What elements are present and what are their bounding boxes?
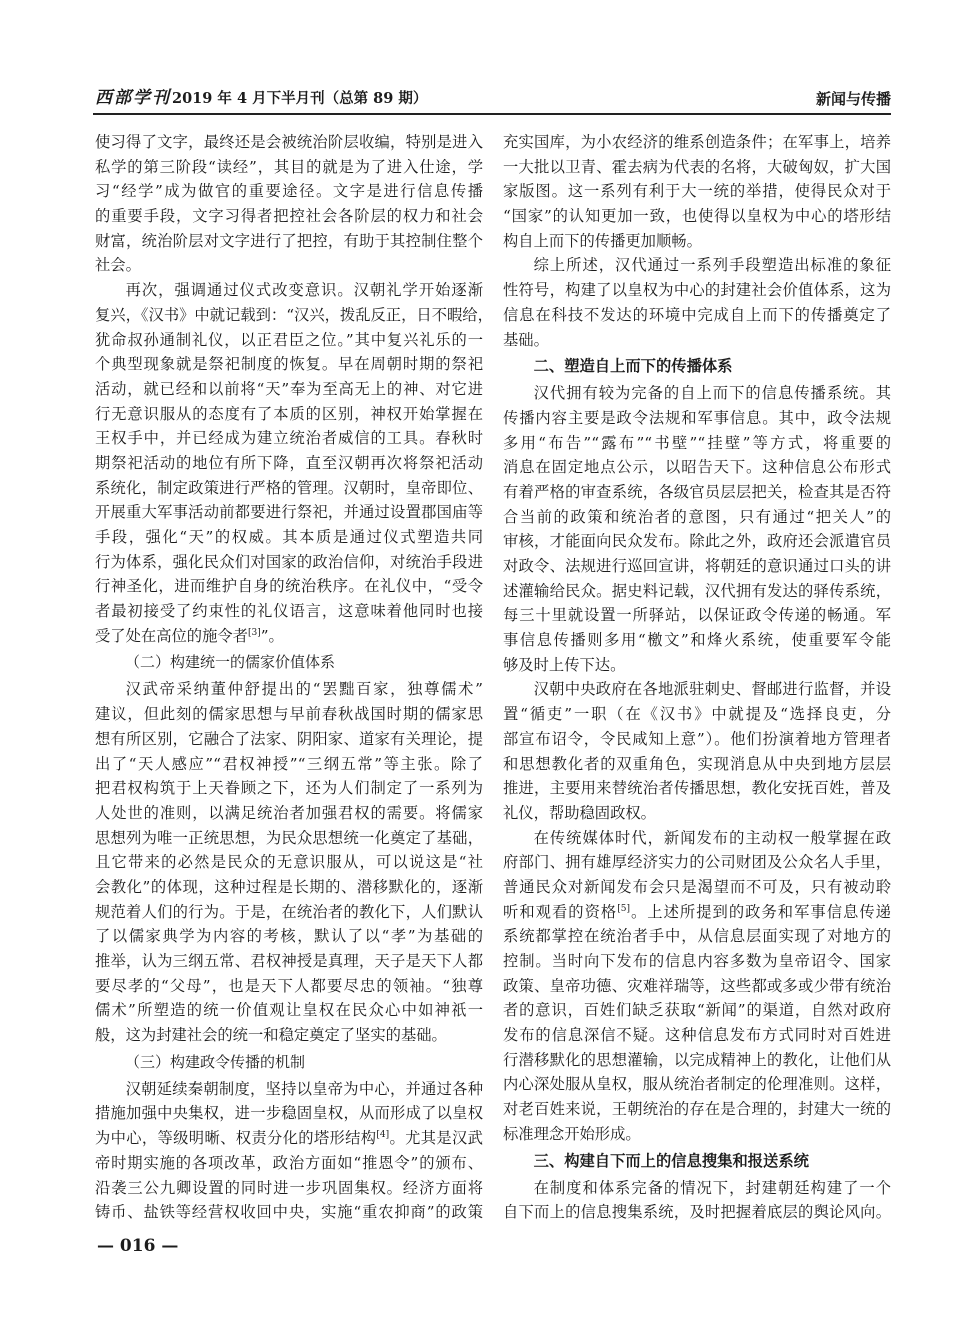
text-segment: 受了处在高位的施令者 — [95, 626, 248, 645]
text-line: 在制度和体系完备的情况下，封建朝廷构建了一个 — [533, 1178, 891, 1197]
text-line — [95, 1126, 483, 1151]
text-line: 想有所区别，它融合了法家、阴阳家、道家有关理论，提 — [95, 729, 483, 748]
text-line: 活动，就已经和以前将“天”奉为至高无上的神、对它进 — [95, 379, 483, 398]
text-line: 铸币、盐铁等经营权收回中央，实施“重农抑商”的政策 — [95, 1203, 483, 1222]
text-line: 家版图。这一系列有利于大一统的举措，使得民众对于 — [503, 182, 891, 201]
text-line: 者的意识，百姓们缺乏获取“新闻”的渠道，自然对政府 — [503, 1001, 891, 1020]
text-line: 行为体系，强化民众们对国家的政治信仰，对统治手段进 — [95, 552, 483, 571]
text-line: 在传统媒体时代，新闻发布的主动权一般掌握在政 — [533, 828, 891, 847]
text-line: 要尽孝的“父母”，也是天下人都要尽忠的领袖。“独尊 — [95, 976, 483, 995]
text-line: 内心深处服从皇权，服从统治者制定的伦理准则。这样， — [503, 1075, 891, 1094]
text-line: 王权手中，并已经成为建立统治者威信的工具。春秋时 — [95, 429, 483, 448]
text-line: 开展重大军事活动前都要进行祭祀，并通过设置郡国庙等 — [95, 503, 483, 522]
text-line: 汉朝延续秦朝制度，坚持以皇帝为中心，并通过各种 — [125, 1079, 483, 1098]
text-line: 有着严格的审查系统，各级官员层层把关，检查其是否符 — [503, 482, 891, 501]
section-heading: 三、构建自下而上的信息搜集和报送系统 — [533, 1151, 809, 1170]
text-line: 复兴，《汉书》中就记载到：“汉兴，拨乱反正，日不暇给， — [95, 305, 493, 324]
text-line: 性符号，构建了以皇权为中心的封建社会价值体系，这为 — [503, 281, 891, 300]
journal-logo: 西部学刊 — [95, 88, 171, 108]
text-line: 行神圣化，进而维护自身的统治秩序。在礼仪中，“受令 — [95, 577, 483, 596]
text-line: 再次，强调通过仪式改变意识。汉朝礼学开始逐渐 — [125, 281, 483, 300]
paragraph — [95, 278, 493, 648]
text-line: 儒术”所塑造的统一价值观让皇权在民众心中如神祇一 — [95, 1001, 483, 1020]
text-line: 系统都掌控在统治者手中，从信息层面实现了对地方的 — [503, 927, 891, 946]
citation-ref: [3] — [247, 627, 261, 638]
text-line: 对老百姓来说，王朝统治的存在是合理的，封建大一统的 — [503, 1100, 891, 1119]
text-line: 措施加强中央集权，进一步稳固皇权，从而形成了以皇权 — [95, 1104, 483, 1123]
paragraph — [95, 130, 483, 278]
text-line — [503, 900, 891, 925]
text-line: 财富，统治阶层对文字进行了把控，有助于其控制住整个 — [95, 231, 483, 250]
text-line: 推举，认为三纲五常、君权神授是真理，天子是天下人都 — [95, 952, 483, 970]
text-line: 构自上而下的传播更加顺畅。 — [503, 231, 702, 250]
text-line: 把君权构筑于上天眷顾之下，还为人们制定了一系列为 — [95, 779, 483, 798]
text-line: 礼仪，帮助稳固政权。 — [503, 803, 656, 822]
text-line: 自下而上的信息搜集系统，及时把握着底层的舆论风向。 — [503, 1203, 891, 1222]
paragraph — [95, 1077, 483, 1225]
text-line: 综上所述，汉代通过一系列手段塑造出标准的象征 — [533, 256, 891, 275]
text-line: 且它带来的必然是民众的无意识服从，可以说这是“社 — [95, 853, 483, 872]
paragraph — [503, 1176, 891, 1225]
text-line: 府部门、拥有雄厚经济实力的公司财团及公众名人手里， — [503, 853, 891, 872]
text-line: 帝时期实施的各项改革，政治方面如“推恩令”的颁布、 — [95, 1153, 483, 1172]
paragraph — [503, 253, 891, 352]
text-line: 沿袭三公九卿设置的同时进一步巩固集权。经济方面将 — [95, 1178, 483, 1197]
text-line: 汉朝中央政府在各地派驻刺史、督邮进行监督，并设 — [533, 680, 891, 699]
text-line: 者最初接受了约束性的礼仪语言，这意味着他同时也接 — [95, 602, 483, 621]
text-line: 合当前的政策和统治者的意图，只有通过“把关人”的 — [503, 507, 891, 526]
text-line: 会教化”的体现，这种过程是长期的、潜移默化的，逐渐 — [95, 877, 483, 896]
text-segment: ”。 — [260, 626, 284, 645]
citation-ref: [4] — [376, 1130, 390, 1141]
text-line: 汉武帝采纳董仲舒提出的“罢黜百家，独尊儒术” — [125, 680, 483, 699]
text-line: 基础。 — [503, 330, 549, 349]
text-line: 使习得了文字，最终还是会被统治阶层收编，特别是进入 — [95, 133, 483, 151]
text-line: 和思想教化者的双重角色，实现消息从中央到地方层层 — [503, 754, 891, 773]
text-line: 个典型现象就是祭祀制度的恢复。早在周朝时期的祭祀 — [95, 355, 483, 374]
text-line: 推进，主要用来替统治者传播思想，教化安抚百姓，普及 — [503, 779, 891, 798]
text-line: 多用“布告”“露布”“书壁”“挂壁”等方式，将重要的 — [503, 433, 891, 452]
text-segment: 。上述所提到的政务和军事信息传递 — [629, 902, 891, 921]
text-segment: 听和观看的资格 — [503, 902, 618, 921]
text-line: 控制。当时向下发布的信息内容多数为皇帝诏令、国家 — [503, 952, 891, 970]
page-number: — 016 — — [97, 1236, 179, 1256]
text-line: 犹命叔孙通制礼仪，以正君臣之位。”其中复兴礼乐的一 — [95, 330, 483, 349]
text-line — [95, 624, 483, 649]
text-line: 标准理念开始形成。 — [503, 1124, 641, 1143]
text-line: 一大批以卫青、霍去病为代表的名将，大破匈奴，扩大国 — [503, 157, 891, 176]
text-line: 够及时上传下达。 — [503, 655, 626, 674]
text-line: 汉代拥有较为完备的自上而下的信息传播系统。其 — [533, 384, 891, 403]
text-segment: 。尤其是汉武 — [389, 1129, 483, 1148]
text-line: 述灌输给民众。据史料记载，汉代拥有发达的驿传系统， — [503, 581, 891, 600]
paragraph — [503, 826, 891, 1147]
text-line: 政策、皇帝功德、灾难祥瑞等，这些都或多或少带有统治 — [503, 976, 891, 995]
text-line: 建议，但此刻的儒家思想与早前春秋战国时期的儒家思 — [95, 705, 483, 724]
text-line: 系统化，制定政策进行严格的管理。汉朝时，皇帝即位、 — [95, 478, 483, 497]
text-line: 规范着人们的行为。于是，在统治者的教化下，人们默认 — [95, 902, 483, 921]
text-line: “国家”的认知更加一致，也使得以皇权为中心的塔形结 — [503, 207, 891, 226]
subsection-heading: （三）构建政令传播的机制 — [125, 1052, 306, 1071]
text-line: 消息在固定地点公示，以昭告天下。这种信息公布形式 — [503, 458, 891, 477]
text-segment: 为中心，等级明晰、权责分化的塔形结构 — [95, 1129, 377, 1148]
issue-info: 2019 年 4 月下半月刊（总第 89 期） — [172, 90, 428, 107]
text-line: 对政令、法规进行巡回宣讲，将朝廷的意识通过口头的讲 — [503, 557, 891, 575]
subsection-heading: （二）构建统一的儒家价值体系 — [125, 653, 336, 672]
citation-ref: [5] — [617, 903, 630, 914]
text-line: 信息在科技不发达的环境中完成自上而下的传播奠定了 — [503, 305, 891, 324]
text-line: 人处世的准则，以满足统治者加强君权的需要。将儒家 — [95, 803, 483, 822]
left-column — [95, 130, 493, 1225]
text-line: 出了“天人感应”“君权神授”“三纲五常”等主张。除了 — [95, 754, 483, 773]
text-line: 行潜移默化的思想灌输，以完成精神上的教化，让他们从 — [503, 1050, 891, 1069]
paragraph — [503, 130, 891, 253]
text-line: 部宣布诏令，令民咸知上意”）。他们扮演着地方管理者 — [503, 729, 891, 748]
text-line: 手段，强化“天”的权威。其本质是通过仪式塑造共同 — [95, 528, 483, 546]
text-line: 审核，才能面向民众发布。除此之外，政府还会派遣官员 — [503, 532, 891, 551]
text-line: 充实国库，为小农经济的维系创造条件；在军事上，培养 — [503, 133, 891, 151]
text-line: 事信息传播则多用“檄文”和烽火系统，使重要军令能 — [503, 631, 891, 650]
text-line: 的重要手段，文字习得者把控社会各阶层的权力和社会 — [95, 207, 483, 226]
text-line: 习“经学”成为做官的重要途径。文字是进行信息传播 — [95, 182, 483, 201]
section-heading: 二、塑造自上而下的传播体系 — [533, 357, 733, 376]
text-line: 发布的信息深信不疑。这种信息发布方式同时对百姓进 — [503, 1026, 891, 1045]
text-line: 传播内容主要是政令法规和军事信息。其中，政令法规 — [503, 408, 891, 427]
text-line: 了以儒家典学为内容的考核，默认了以“孝”为基础的 — [95, 927, 483, 946]
text-line: 行无意识服从的态度有了本质的区别，神权开始掌握在 — [95, 404, 483, 423]
paragraph — [95, 677, 483, 1047]
text-line: 普通民众对新闻发布会只是渴望而不可及，只有被动聆 — [503, 877, 891, 896]
header-rule — [93, 113, 891, 115]
right-column — [503, 130, 891, 1225]
paragraph — [503, 677, 891, 825]
text-line: 思想列为唯一正统思想，为民众思想统一化奠定了基础， — [95, 828, 483, 847]
text-line: 般，这为封建社会的统一和稳定奠定了坚实的基础。 — [95, 1026, 447, 1045]
paragraph — [503, 381, 891, 677]
text-line: 每三十里就设置一所驿站，以保证政令传递的畅通。军 — [503, 606, 891, 625]
section-title: 新闻与传播 — [815, 90, 891, 108]
text-line: 社会。 — [95, 256, 141, 275]
text-line: 期祭祀活动的地位有所下降，直至汉朝再次将祭祀活动 — [95, 453, 483, 472]
text-line: 私学的第三阶段“读经”，其目的就是为了进入仕途，学 — [95, 157, 483, 176]
text-line: 置“循吏”一职（在《汉书》中就提及“选择良吏，分 — [503, 705, 891, 724]
